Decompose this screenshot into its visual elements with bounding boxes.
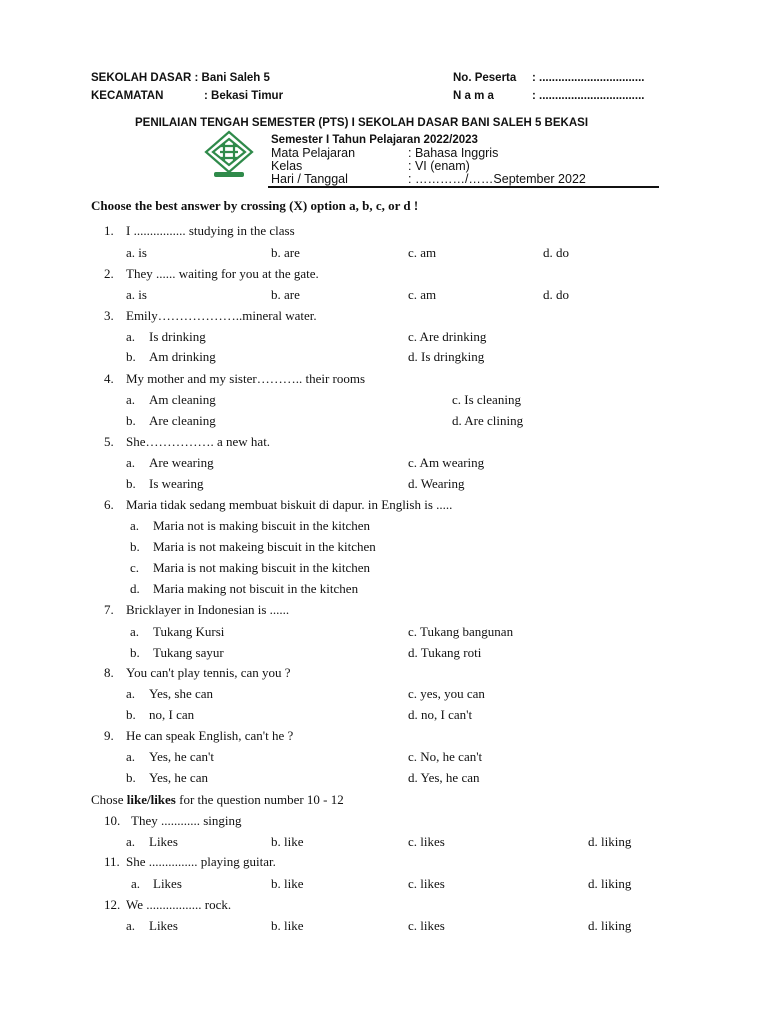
option-letter: a.: [130, 624, 140, 639]
option-letter: a.: [131, 876, 141, 891]
option: no, I can: [149, 707, 195, 722]
question-text: My mother and my sister……….. their rooms: [126, 371, 366, 386]
option: Am cleaning: [149, 392, 216, 407]
school-label: SEKOLAH DASAR : Bani Saleh 5: [91, 72, 270, 84]
option: c. am: [408, 245, 437, 260]
option: d. do: [543, 245, 569, 260]
question-text: Emily………………..mineral water.: [126, 308, 317, 323]
option: Is drinking: [149, 329, 206, 344]
name-label: N a m a: [453, 90, 494, 102]
option: a. is: [126, 287, 147, 302]
question-text: I ................ studying in the class: [126, 223, 295, 238]
option-letter: b.: [126, 770, 136, 785]
option: b. like: [271, 876, 304, 891]
option: Yes, he can: [149, 770, 208, 785]
option-letter: a.: [126, 834, 136, 849]
option: d. Are clining: [452, 413, 524, 428]
date-value: : …………/……September 2022: [408, 172, 586, 186]
option-letter: a.: [126, 455, 136, 470]
option: Are cleaning: [149, 413, 216, 428]
option: b. like: [271, 834, 304, 849]
option: Likes: [149, 918, 178, 933]
question-text: Bricklayer in Indonesian is ......: [126, 602, 290, 617]
question-number: 7.: [104, 602, 114, 617]
option: c. Are drinking: [408, 329, 487, 344]
option-letter: b.: [126, 707, 136, 722]
option: Likes: [149, 834, 178, 849]
option: Am drinking: [149, 349, 216, 364]
option-letter: a.: [126, 392, 136, 407]
question-number: 4.: [104, 371, 114, 386]
question-number: 11.: [104, 854, 120, 869]
option: c. likes: [408, 834, 445, 849]
section-note-suffix: for the question number 10 - 12: [175, 792, 344, 807]
option-letter: a.: [126, 329, 136, 344]
option: Maria making not biscuit in the kitchen: [153, 581, 359, 596]
semester-line: Semester I Tahun Pelajaran 2022/2023: [271, 134, 478, 146]
option-letter: a.: [130, 518, 140, 533]
option: Tukang Kursi: [153, 624, 225, 639]
school-logo: [200, 130, 258, 180]
class-value: : VI (enam): [408, 159, 470, 173]
option: c. likes: [408, 876, 445, 891]
name-value: : .................................: [532, 90, 645, 102]
option-letter: a.: [126, 749, 136, 764]
option: Tukang sayur: [153, 645, 224, 660]
question-text: You can't play tennis, can you ?: [126, 665, 291, 680]
option-letter: b.: [130, 539, 140, 554]
section-note-prefix: Chose: [91, 792, 127, 807]
option-letter: d.: [130, 581, 140, 596]
question-number: 8.: [104, 665, 114, 680]
option: c. Tukang bangunan: [408, 624, 514, 639]
question-number: 1.: [104, 223, 114, 238]
option: d. Yes, he can: [408, 770, 480, 785]
option: d. liking: [588, 918, 632, 933]
question-number: 5.: [104, 434, 114, 449]
option: Yes, she can: [149, 686, 214, 701]
option: c. yes, you can: [408, 686, 485, 701]
option: Maria is not making biscuit in the kitchen: [153, 560, 370, 575]
date-label: Hari / Tanggal: [271, 172, 348, 186]
question-number: 10.: [104, 813, 121, 828]
question-number: 12.: [104, 897, 121, 912]
option: d. Wearing: [408, 476, 465, 491]
option-letter: b.: [126, 349, 136, 364]
option: b. like: [271, 918, 304, 933]
option-letter: a.: [126, 686, 136, 701]
option: c. likes: [408, 918, 445, 933]
district-label: KECAMATAN: [91, 90, 164, 102]
option: d. Is dringking: [408, 349, 485, 364]
option-letter: b.: [126, 476, 136, 491]
option: Maria is not makeing biscuit in the kitchen: [153, 539, 376, 554]
subject-label: Mata Pelajaran: [271, 146, 356, 160]
question-number: 9.: [104, 728, 114, 743]
option: d. liking: [588, 834, 632, 849]
option-letter: c.: [130, 560, 140, 575]
question-text: Maria tidak sedang membuat biskuit di dapur. in English is .....: [126, 497, 453, 512]
option: Is wearing: [149, 476, 204, 491]
question-text: They ...... waiting for you at the gate.: [126, 266, 319, 281]
option: a. is: [126, 245, 147, 260]
option-letter: b.: [126, 413, 136, 428]
option: b. are: [271, 287, 300, 302]
option: Maria not is making biscuit in the kitchen: [153, 518, 370, 533]
option: c. No, he can't: [408, 749, 483, 764]
participant-value: : .................................: [532, 72, 645, 84]
section-note: [91, 792, 344, 808]
option: c. Is cleaning: [452, 392, 521, 407]
question-number: 3.: [104, 308, 114, 323]
section-note-bold: like/likes: [126, 792, 176, 807]
header-rule: [268, 186, 659, 188]
question-number: 6.: [104, 497, 114, 512]
option: c. Am wearing: [408, 455, 485, 470]
option: Likes: [153, 876, 182, 891]
district-value: : Bekasi Timur: [204, 90, 284, 102]
option: d. Tukang roti: [408, 645, 482, 660]
question-text: They ............ singing: [131, 813, 242, 828]
question-text: She……………. a new hat.: [126, 434, 271, 449]
class-label: Kelas: [271, 159, 303, 173]
question-text: We ................. rock.: [126, 897, 232, 912]
question-text: She ............... playing guitar.: [126, 854, 276, 869]
option-letter: a.: [126, 918, 136, 933]
exam-title: PENILAIAN TENGAH SEMESTER (PTS) I SEKOLAH DASAR BANI SALEH 5 BEKASI: [135, 117, 589, 129]
option: d. liking: [588, 876, 632, 891]
question-number: 2.: [104, 266, 114, 281]
participant-label: No. Peserta: [453, 72, 517, 84]
option: Are wearing: [149, 455, 214, 470]
option: d. do: [543, 287, 569, 302]
instruction: Choose the best answer by crossing (X) option a, b, c, or d !: [91, 198, 419, 213]
option-letter: b.: [130, 645, 140, 660]
question-text: He can speak English, can't he ?: [126, 728, 294, 743]
option: d. no, I can't: [408, 707, 473, 722]
option: c. am: [408, 287, 437, 302]
option: Yes, he can't: [149, 749, 214, 764]
subject-value: : Bahasa Inggris: [408, 146, 499, 160]
option: b. are: [271, 245, 300, 260]
